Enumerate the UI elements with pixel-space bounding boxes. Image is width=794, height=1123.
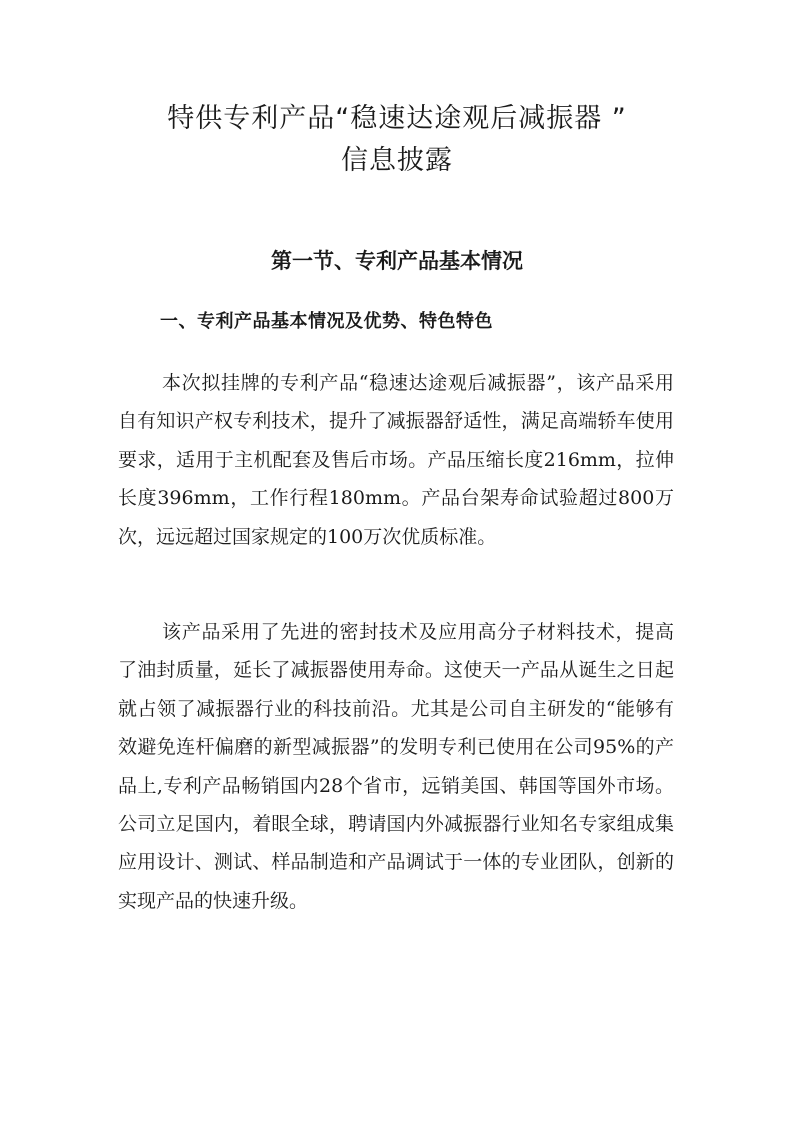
- body-paragraph-2: 该产品采用了先进的密封技术及应用高分子材料技术，提高了油封质量，延长了减振器使用寿命。这使天一产品从诞生之日起就占领了减振器行业的科技前沿。尤其是公司自主研发的“能够有效避免连杆偏磨的新型减振器”的发明专利已使用在公司95%的产品上,专利产品畅销国内28个省市，远销美国、韩国等国外市场。公司立足国内，着眼全球，聘请国内外减振器行业知名专家组成集应用设计、测试、样品制造和产品调试于一体的专业团队，创新的实现产品的快速升级。: [118, 621, 674, 912]
- document-title-line-2: 信息披露: [341, 145, 453, 176]
- section-heading: 第一节、专利产品基本情况: [271, 249, 523, 273]
- document-title-line-1: 特供专利产品“稳速达途观后减振器 ”: [167, 103, 627, 134]
- body-paragraph-1: 本次拟挂牌的专利产品“稳速达途观后减振器”，该产品采用自有知识产权专利技术，提升了减振器舒适性，满足高端轿车使用要求，适用于主机配套及售后市场。产品压缩长度216mm，拉伸长度396mm，工作行程180mm。产品台架寿命试验超过800万次，远远超过国家规定的100万次优质标准。: [118, 372, 674, 548]
- sub-heading: 一、专利产品基本情况及优势、特色特色: [160, 311, 493, 332]
